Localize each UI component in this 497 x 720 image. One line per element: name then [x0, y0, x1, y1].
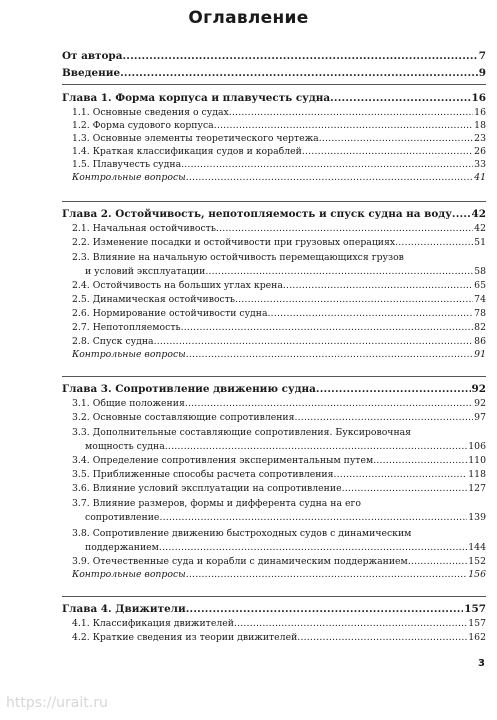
toc-entry-label: 3.6. Влияние условий эксплуатации на сопротивление	[72, 483, 342, 494]
dot-leader	[159, 542, 467, 555]
toc-entry-label: 3.5. Приближенные способы расчета сопротивления	[72, 469, 334, 480]
toc-entry-page: 16	[474, 107, 486, 118]
toc-entry-page: 41	[474, 172, 486, 183]
toc-section-line1: 2.3. Влияние на начальную остойчивость перемещающихся грузов	[72, 252, 404, 263]
toc-entry-label: 3.4. Определение сопротивления экспериментальным путем	[72, 455, 374, 466]
toc-section[interactable]	[72, 441, 486, 454]
toc-entry-label: 3.1. Общие положения	[72, 398, 185, 409]
toc-entry-page: 92	[474, 398, 486, 409]
toc-section[interactable]	[72, 294, 486, 307]
toc-entry-page: 7	[478, 50, 486, 62]
dot-leader	[186, 349, 473, 362]
dot-leader	[373, 455, 467, 468]
toc-entry-page: 42	[471, 208, 486, 220]
toc-section-line1: 3.7. Влияние размеров, формы и дифферента судна на его	[72, 498, 361, 509]
dot-leader	[395, 237, 473, 250]
toc-entry-label: От автора	[62, 50, 123, 62]
toc-entry-page: 127	[468, 483, 486, 494]
toc-section[interactable]	[72, 266, 486, 279]
toc-entry-label: Контрольные вопросы	[72, 349, 186, 360]
page-number: 3	[478, 658, 485, 669]
dot-leader	[186, 602, 464, 616]
toc-review-questions[interactable]	[72, 349, 486, 362]
toc-entry-label: Введение	[62, 67, 121, 79]
toc-section[interactable]	[72, 308, 486, 321]
dot-leader	[120, 66, 478, 80]
toc-section-line1: 3.3. Дополнительные составляющие сопротивления. Буксировочная	[72, 427, 412, 438]
toc-chapter-heading[interactable]	[62, 91, 486, 105]
toc-section[interactable]	[72, 133, 486, 146]
dot-leader	[334, 469, 468, 482]
toc-entry-label: 2.4. Остойчивость на больших углах крена	[72, 280, 283, 291]
toc-entry-label: Контрольные вопросы	[72, 172, 186, 183]
toc-entry-page: 58	[474, 266, 486, 277]
toc-entry-page: 26	[474, 146, 486, 157]
toc-section[interactable]	[72, 237, 486, 250]
toc-entry-label: Глава 1. Форма корпуса и плавучесть судна	[62, 92, 331, 104]
toc-review-questions[interactable]	[72, 172, 486, 185]
toc-entry-page: 23	[474, 133, 486, 144]
dot-leader	[342, 483, 468, 496]
toc-section[interactable]	[72, 483, 486, 496]
dot-leader	[216, 223, 473, 236]
toc-section[interactable]	[72, 336, 486, 349]
toc-section[interactable]	[72, 398, 486, 411]
toc-section[interactable]	[72, 120, 486, 133]
toc-entry-page: 118	[468, 469, 486, 480]
toc-entry-page: 97	[474, 412, 486, 423]
toc-entry-label: Глава 4. Движители	[62, 603, 186, 615]
toc-entry-label: 1.2. Форма судового корпуса	[72, 120, 214, 131]
dot-leader	[186, 569, 468, 582]
toc-entry-label: 2.1. Начальная остойчивость	[72, 223, 216, 234]
toc-section[interactable]	[72, 632, 486, 645]
toc-section[interactable]	[72, 146, 486, 159]
toc-entry-author[interactable]	[62, 49, 486, 63]
toc-entry-page: 78	[474, 308, 486, 319]
toc-entry-label: и условий эксплуатации	[85, 266, 206, 277]
separator-line	[62, 596, 486, 597]
dot-leader	[186, 172, 473, 185]
dot-leader	[181, 159, 473, 172]
toc-entry-label: 2.2. Изменение посадки и остойчивости при грузовых операциях	[72, 237, 396, 248]
toc-entry-page: 33	[474, 159, 486, 170]
toc-entry-intro[interactable]	[62, 66, 486, 80]
dot-leader	[408, 556, 467, 569]
dot-leader	[165, 441, 467, 454]
separator-line	[62, 84, 486, 85]
toc-entry-label: 1.1. Основные сведения о судах	[72, 107, 229, 118]
toc-entry-page: 42	[474, 223, 486, 234]
page-title: Оглавление	[188, 8, 309, 28]
toc-entry-label: сопротивление	[85, 512, 160, 523]
toc-entry-page: 162	[468, 632, 486, 643]
toc-entry-page: 9	[478, 67, 486, 79]
toc-entry-page: 110	[468, 455, 486, 466]
dot-leader	[185, 398, 473, 411]
toc-entry-label: 1.3. Основные элементы теоретического чертежа	[72, 133, 319, 144]
toc-section[interactable]	[72, 512, 486, 525]
toc-entry-page: 82	[474, 322, 486, 333]
toc-entry-page: 16	[471, 92, 486, 104]
dot-leader	[229, 107, 473, 120]
toc-entry-label: 2.5. Динамическая остойчивость	[72, 294, 235, 305]
toc-chapter-heading[interactable]	[62, 602, 486, 616]
toc-entry-page: 156	[468, 569, 486, 580]
dot-leader	[235, 294, 473, 307]
dot-leader	[297, 632, 467, 645]
toc-section[interactable]	[72, 455, 486, 468]
dot-leader	[319, 133, 473, 146]
toc-section[interactable]	[72, 618, 486, 631]
toc-section-line1: 3.8. Сопротивление движению быстроходных судов с динамическим	[72, 528, 412, 539]
toc-entry-label: 1.5. Плавучесть судна	[72, 159, 182, 170]
toc-entry-page: 157	[464, 603, 486, 615]
dot-leader	[295, 412, 474, 425]
toc-section[interactable]	[72, 107, 486, 120]
toc-entry-page: 51	[474, 237, 486, 248]
dot-leader	[302, 146, 473, 159]
toc-entry-page: 106	[468, 441, 486, 452]
toc-entry-page: 65	[474, 280, 486, 291]
toc-entry-label: Глава 2. Остойчивость, непотопляемость и спуск судна на воду	[62, 208, 452, 220]
toc-entry-page: 157	[468, 618, 486, 629]
toc-entry-page: 74	[474, 294, 486, 305]
toc-entry-label: Контрольные вопросы	[72, 569, 186, 580]
separator-line	[62, 201, 486, 202]
watermark-url: https://urait.ru	[6, 695, 108, 711]
toc-entry-page: 139	[468, 512, 486, 523]
dot-leader	[205, 266, 473, 279]
dot-leader	[452, 207, 471, 221]
toc-section[interactable]	[72, 280, 486, 293]
toc-entry-label: 2.6. Нормирование остойчивости судна	[72, 308, 268, 319]
separator-line	[62, 376, 486, 377]
dot-leader	[283, 280, 473, 293]
toc-entry-page: 86	[474, 336, 486, 347]
toc-chapter-heading[interactable]	[62, 382, 486, 396]
dot-leader	[181, 322, 474, 335]
toc-entry-label: 1.4. Краткая классификация судов и кораблей	[72, 146, 302, 157]
toc-section[interactable]	[72, 322, 486, 335]
dot-leader	[154, 336, 474, 349]
toc-review-questions[interactable]	[72, 569, 486, 582]
toc-entry-label: 4.2. Краткие сведения из теории движителей	[72, 632, 298, 643]
dot-leader	[122, 49, 477, 63]
dot-leader	[316, 382, 471, 396]
dot-leader	[268, 308, 474, 321]
dot-leader	[234, 618, 467, 631]
toc-entry-page: 92	[471, 383, 486, 395]
toc-entry-label: Глава 3. Сопротивление движению судна	[62, 383, 316, 395]
toc-entry-page: 144	[468, 542, 486, 553]
toc-section[interactable]	[72, 159, 486, 172]
toc-entry-label: поддержанием	[85, 542, 159, 553]
toc-entry-page: 18	[474, 120, 486, 131]
toc-section[interactable]	[72, 412, 486, 425]
toc-chapter-heading[interactable]	[62, 207, 486, 221]
toc-section[interactable]	[72, 556, 486, 569]
toc-entry-label: 2.7. Непотопляемость	[72, 322, 181, 333]
toc-section[interactable]	[72, 542, 486, 555]
dot-leader	[214, 120, 473, 133]
toc-entry-label: 3.9. Отечественные суда и корабли с динамическим поддержанием	[72, 556, 408, 567]
dot-leader	[159, 512, 467, 525]
toc-entry-label: мощность судна	[85, 441, 165, 452]
toc-entry-page: 152	[468, 556, 486, 567]
toc-entry-label: 2.8. Спуск судна	[72, 336, 154, 347]
toc-entry-page: 91	[474, 349, 486, 360]
toc-section[interactable]	[72, 223, 486, 236]
toc-section[interactable]	[72, 469, 486, 482]
toc-entry-label: 4.1. Классификация движителей	[72, 618, 234, 629]
toc-entry-label: 3.2. Основные составляющие сопротивления	[72, 412, 295, 423]
dot-leader	[330, 91, 470, 105]
